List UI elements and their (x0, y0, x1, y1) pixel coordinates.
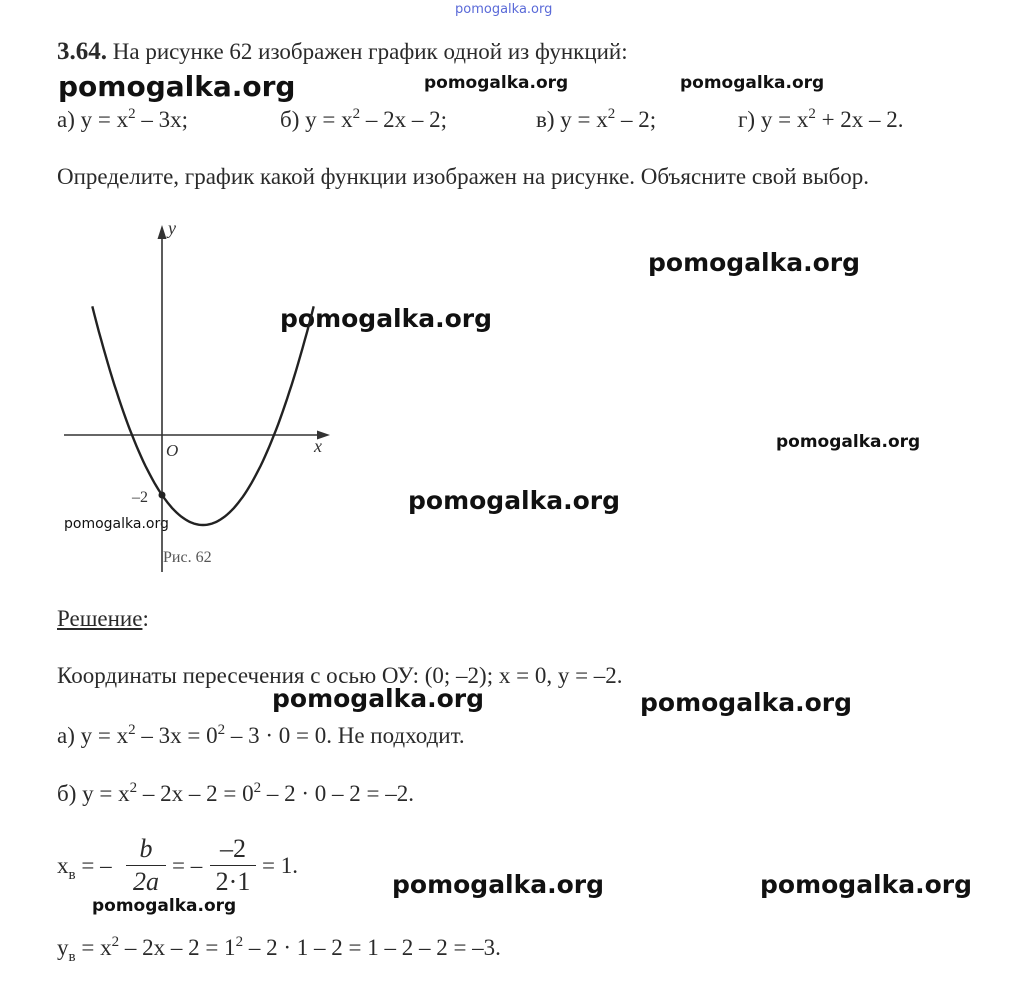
problem-number: 3.64. (57, 38, 107, 65)
option-c: в) $y = x^2 - 2$; (536, 106, 657, 132)
watermark: pomogalka.org (424, 73, 569, 93)
watermark: pomogalka.org (648, 248, 861, 277)
fraction-values: –2 2·1 (210, 834, 256, 897)
watermark: pomogalka.org (640, 688, 853, 717)
watermark: pomogalka.org (760, 870, 973, 899)
vertex-x-result: = 1. (262, 853, 298, 878)
fraction-b-over-2a: b 2a (126, 834, 166, 897)
watermark: pomogalka.org (680, 73, 825, 93)
watermark: pomogalka.org (272, 684, 485, 713)
watermark: pomogalka.org (64, 516, 169, 532)
problem-header (57, 38, 628, 66)
y-axis-arrow (158, 225, 167, 239)
origin-label: O (166, 441, 179, 460)
figure-caption: Рис. 62 (163, 549, 212, 566)
y-intercept-point (159, 492, 166, 499)
parabola-figure (60, 220, 340, 580)
watermark-top[interactable]: pomogalka.org (455, 2, 553, 17)
solution-line-b: б) $y = x^2 - 2x - 2 = 0^2 - 2 \cdot 0 - 2 = -2$. (57, 780, 414, 806)
watermark: pomogalka.org (392, 870, 605, 899)
vertex-x-label: $x_в$ = – (57, 853, 112, 883)
watermark-brand[interactable]: pomogalka.org (58, 70, 296, 103)
watermark: pomogalka.org (92, 896, 237, 916)
y-tick-label: –2 (132, 489, 148, 506)
parabola-curve (92, 306, 313, 525)
vertex-y-line: $y_в = x^2 - 2x - 2 = 1^2 - 2 \cdot 1 - 2 = 1 - 2 - 2 = -3$. (57, 934, 501, 965)
vertex-x-eq: = – (172, 853, 203, 878)
problem-question: Определите, график какой функции изображен на рисунке. Объясните свой выбор. (57, 164, 870, 189)
option-d: г) $y = x^2 + 2x - 2$. (738, 106, 904, 132)
intersection-line: Координаты пересечения с осью ОУ: (0; –2); x = 0, y = –2. (57, 663, 623, 688)
watermark: pomogalka.org (776, 432, 921, 452)
x-axis-label: x (314, 436, 322, 456)
watermark: pomogalka.org (408, 486, 621, 515)
solution-heading: Решение: (57, 606, 149, 631)
problem-statement: На рисунке 62 изображен график одной из функций: (112, 39, 628, 64)
option-a: а) $y = x^2 - 3x$; (57, 106, 188, 132)
solution-line-a: а) $y = x^2 - 3x = 0^2 - 3 \cdot 0 = 0$. Не подходит. (57, 722, 465, 748)
y-axis-label: y (168, 220, 176, 238)
option-b: б) $y = x^2 - 2x - 2$; (280, 106, 447, 132)
watermark: pomogalka.org (280, 304, 493, 333)
